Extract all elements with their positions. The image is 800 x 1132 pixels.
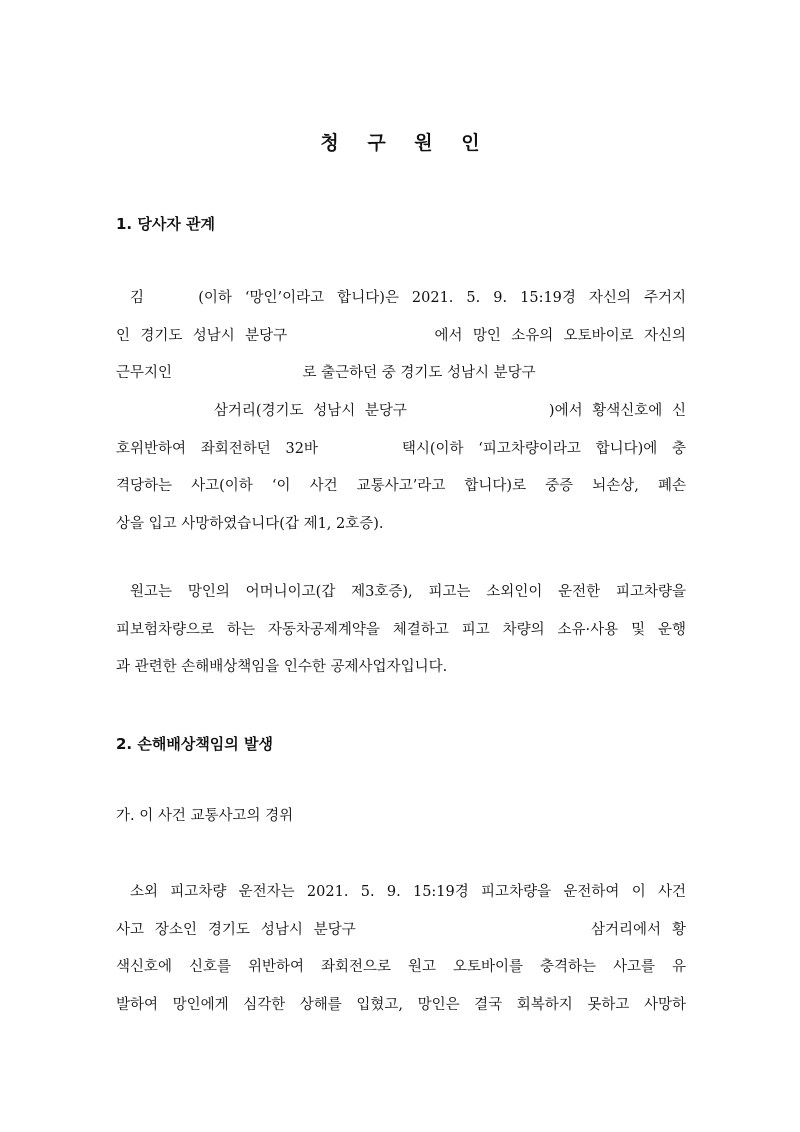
text-line: 사고 장소인 경기도 성남시 분당구 삼거리에서 황 [116, 921, 686, 938]
section-2-subheading: 가. 이 사건 교통사고의 경위 [116, 808, 294, 824]
section-2-heading: 2. 손해배상책임의 발생 [116, 735, 273, 753]
document-title: 청 구 원 인 [320, 132, 491, 154]
section-1-paragraph-1 [116, 280, 686, 544]
text-line: 상을 입고 사망하였습니다(갑 제1, 2호증). [116, 516, 384, 533]
section-2-paragraph-1 [116, 874, 686, 1025]
text-line: 색신호에 신호를 위반하여 좌회전으로 원고 오토바이를 충격하는 사고를 유 [116, 959, 686, 976]
text-line: 과 관련한 손해배상책임을 인수한 공제사업자입니다. [116, 659, 448, 676]
text-line: 원고는 망인의 어머니이고(갑 제3호증), 피고는 소외인이 운전한 피고차량을 [130, 584, 686, 600]
text-line: 인 경기도 성남시 분당구 에서 망인 소유의 오토바이로 자신의 [116, 327, 686, 344]
text-line: 격당하는 사고(이하 ‘이 사건 교통사고’라고 합니다)로 중증 뇌손상, 폐손 [116, 478, 686, 495]
text-line: 근무지인 로 출근하던 중 경기도 성남시 분당구 [116, 365, 536, 382]
text-line: 호위반하여 좌회전하던 32바 택시(이하 ‘피고차량이라고 합니다)에 충 [116, 440, 686, 457]
text-line: 소외 피고차량 운전자는 2021. 5. 9. 15:19경 피고차량을 운전하여 이 사건 [130, 884, 686, 900]
text-line: 피보험차량으로 하는 자동차공제계약을 체결하고 피고 차량의 소유·사용 및 운행 [116, 621, 686, 638]
text-line: 삼거리(경기도 성남시 분당구 )에서 황색신호에 신 [116, 403, 686, 420]
section-1-paragraph-2 [116, 574, 686, 687]
section-1-heading: 1. 당사자 관계 [116, 215, 216, 233]
text-line: 발하여 망인에게 심각한 상해를 입혔고, 망인은 결국 회복하지 못하고 사망하 [116, 997, 686, 1014]
text-line: 김 (이하 ‘망인’이라고 합니다)은 2021. 5. 9. 15:19경 자신의 주거지 [130, 290, 686, 306]
